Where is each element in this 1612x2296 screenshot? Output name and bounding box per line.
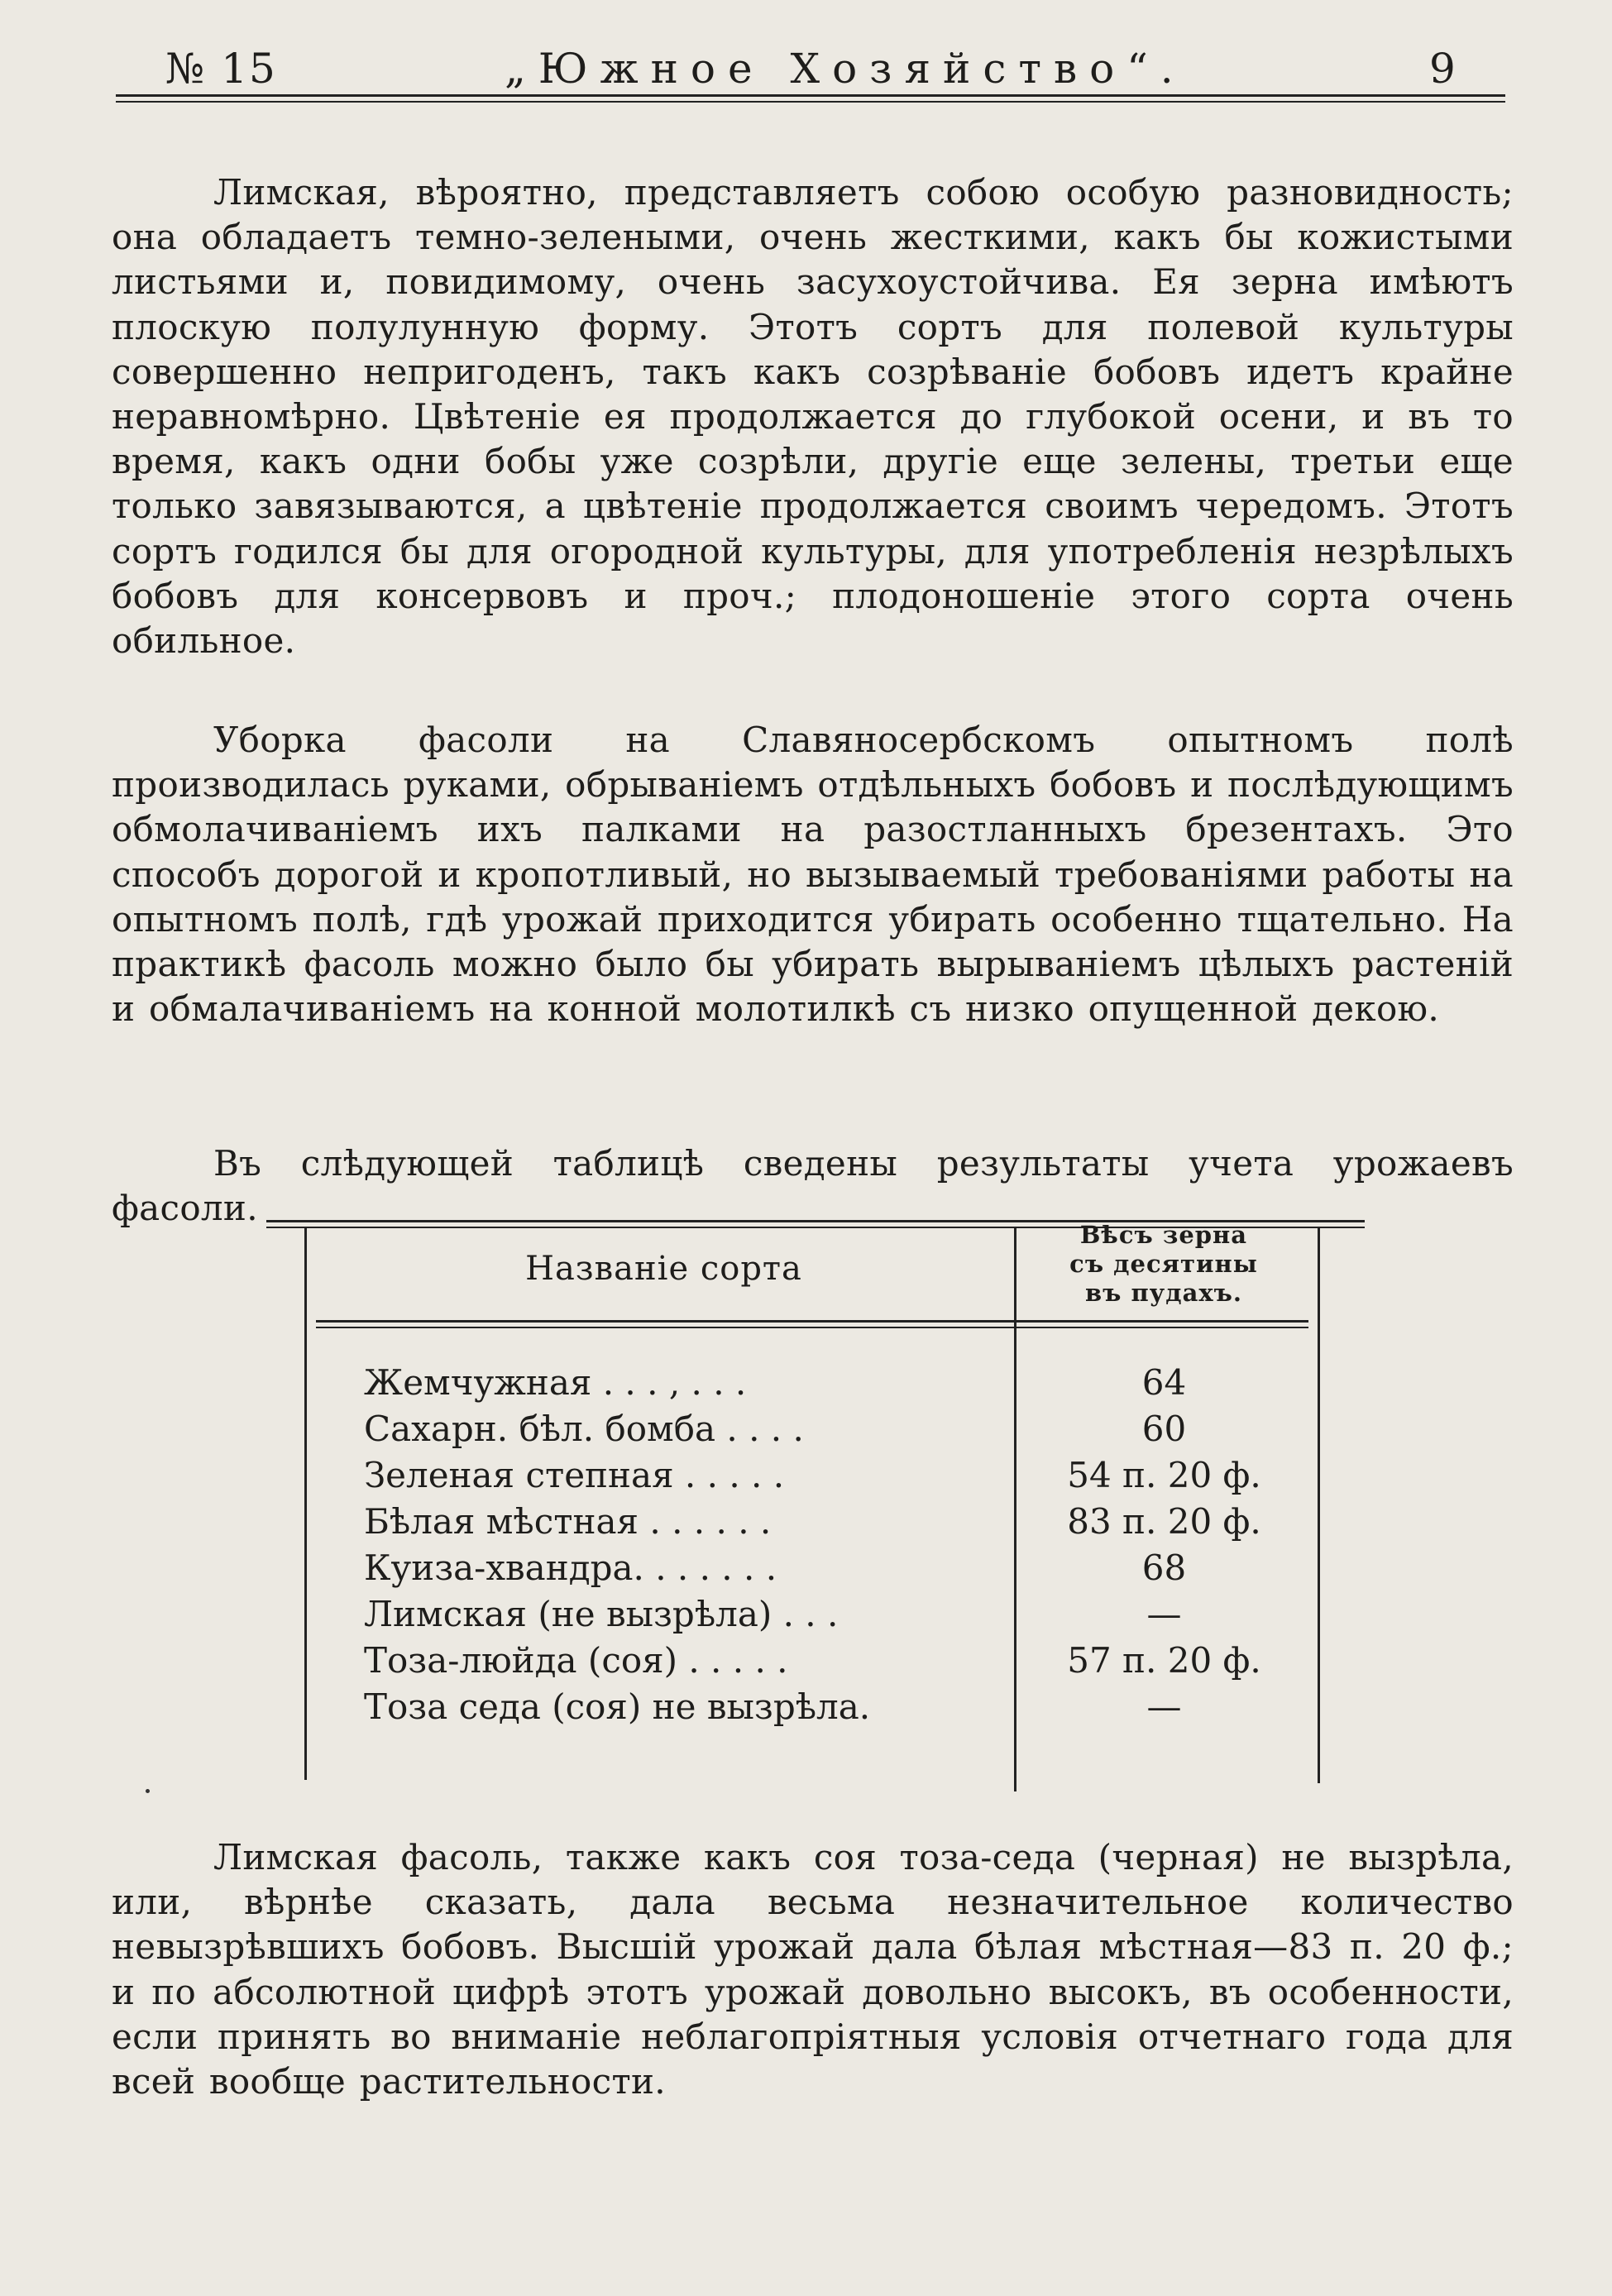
yield-value: — [1146,1686,1182,1727]
table-row [0,1360,1612,1406]
table-row [0,1591,1612,1638]
ink-speck [146,1789,150,1793]
variety-name: Куиза-хвандра. . . . . . . [364,1547,777,1588]
paragraph-lima-description: Лимская, вѣроятно, представляетъ собою особую разновидность; она обладаетъ темно-зелеными, очень жесткими, какъ бы кожистыми листьями и, повидимому, очень засухоустойчива. Ея зерна имѣютъ плоскую полулунную форму. Этотъ сортъ для полевой культуры совершенно непригоденъ, такъ какъ созрѣваніе бобовъ идетъ крайне неравномѣрно. Цвѣтеніе ея продолжается до глубокой осени, и въ то время, какъ одни бобы уже созрѣли, другіе еще зелены, третьи еще только завязываются, а цвѣтеніе продолжается своимъ чередомъ. Этотъ сортъ годился бы для огородной культуры, для употребленія незрѣлыхъ бобовъ для консервовъ и проч.; плодоношеніе этого сорта очень обильное. [112,172,1514,662]
variety-name: Лимская (не вызрѣла) . . . [364,1594,839,1634]
issue-number: № 15 [165,45,277,93]
column-header-variety: Названіе сорта [525,1250,802,1288]
variety-name: Зеленая степная . . . . . [364,1455,785,1495]
variety-name: Жемчужная . . . , . . . [364,1362,747,1403]
paragraph-table-intro: Въ слѣдующей таблицѣ сведены результаты учета урожаевъ фасоли. [112,1143,1514,1229]
yield-value: 68 [1141,1547,1187,1588]
table-row [0,1638,1612,1684]
column-header-yield-line-1: Вѣсъ зерна [1079,1221,1248,1249]
variety-name: Тоза-люйда (соя) . . . . . [364,1640,788,1681]
yield-value: 54 п. 20 ф. [1067,1455,1261,1495]
running-header [116,40,1505,98]
header-rule-top [116,94,1505,97]
paragraph-harvest-method: Уборка фасоли на Славяносербскомъ опытномъ полѣ производилась руками, обрываніемъ отдѣльныхъ бобовъ и послѣдующимъ обмолачиваніемъ ихъ палками на разостланныхъ брезентахъ. Это способъ дорогой и кропотливый, но вызываемый требованіями работы на опытномъ полѣ, гдѣ урожай приходится убирать особенно тщательно. На практикѣ фасоль можно было бы убирать вырываніемъ цѣлыхъ растеній и обмалачиваніемъ на конной молотилкѣ съ низко опущенной декою. [112,720,1514,1030]
yield-value: 60 [1141,1409,1187,1449]
journal-title: „Южное Хозяйство“. [505,45,1186,93]
table-row [0,1499,1612,1545]
column-header-yield-line-3: въ пудахъ. [1084,1279,1243,1307]
table-row [0,1545,1612,1591]
yield-value: 64 [1141,1362,1187,1403]
yield-value: 57 п. 20 ф. [1067,1640,1261,1681]
header-rule-bottom [116,101,1505,103]
paragraph-conclusion: Лимская фасоль, также какъ соя тоза-седа (черная) не вызрѣла, или, вѣрнѣе сказать, дала весьма незначительное количество невызрѣвшихъ бобовъ. Высшій урожай дала бѣлая мѣстная—83 п. 20 ф.; и по абсолютной цифрѣ этотъ урожай довольно высокъ, въ особенности, если принять во вниманіе неблагопріятныя условія отчетнаго года для всей вообще растительности. [112,1837,1514,2102]
column-header-yield-line-2: съ десятины [1069,1250,1258,1278]
table-header-rule-thin [316,1327,1308,1328]
table-row [0,1406,1612,1452]
variety-name: Бѣлая мѣстная . . . . . . [364,1501,772,1542]
column-header-yield [1019,1221,1308,1308]
table-row [0,1452,1612,1499]
table-header-rule [316,1320,1308,1323]
page-number: 9 [1429,45,1456,93]
variety-name: Тоза седа (соя) не вызрѣла. [364,1686,871,1727]
yield-value: 83 п. 20 ф. [1067,1501,1261,1542]
yield-value: — [1146,1594,1182,1634]
variety-name: Сахарн. бѣл. бомба . . . . [364,1409,804,1449]
table-row [0,1684,1612,1730]
